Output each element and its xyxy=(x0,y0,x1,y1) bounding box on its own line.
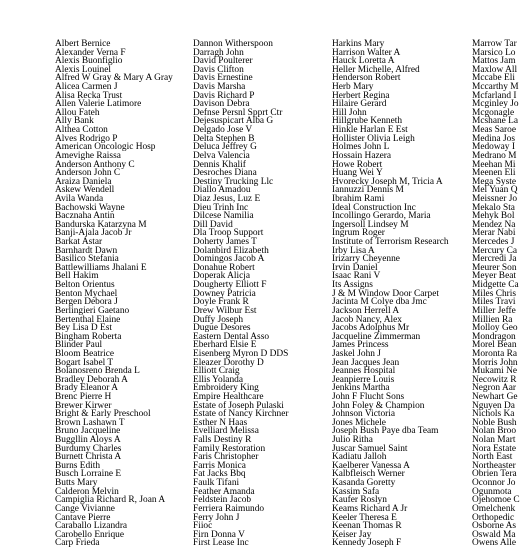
name-entry: First Lease Inc xyxy=(193,538,249,548)
name-entry: Alexander Verna F xyxy=(55,47,126,58)
name-entry: Burns Edith xyxy=(55,460,101,471)
name-entry: Harrison Walter A xyxy=(332,47,401,58)
name-entry: Askew Wendell xyxy=(55,185,115,196)
name-entry: Molloy Geo xyxy=(472,323,518,334)
name-entry: Brewer Kirwer xyxy=(55,400,112,411)
name-entry: Diallo Amadou xyxy=(193,185,251,196)
name-entry: Bright & Early Preschool xyxy=(55,409,151,420)
name-entry: Campiglia Richard R, Joan A xyxy=(55,495,166,506)
name-entry: Mccarthy M xyxy=(472,82,519,93)
name-entry: Hillgrube Kenneth xyxy=(332,116,403,127)
name-entry: Bloom Beatrice xyxy=(55,348,115,359)
name-entry: Dieu Trinh Inc xyxy=(193,202,249,213)
name-entry: Miles Chris xyxy=(472,288,517,299)
name-entry: Ingrum Roger xyxy=(332,228,385,239)
name-entry: Owens Alle xyxy=(472,538,517,548)
name-entry: Downey Patricia xyxy=(193,288,256,299)
name-entry: Berlingieri Gaetano xyxy=(55,305,130,316)
name-column-2 xyxy=(193,40,289,548)
name-column-3 xyxy=(332,40,449,548)
name-entry: Alfred W Gray & Mary A Gray xyxy=(55,73,173,84)
name-entry: Mendez Na xyxy=(472,219,516,230)
name-entry: Anderson John C xyxy=(55,168,121,179)
name-entry: Northeaster xyxy=(472,460,516,471)
name-entry: Amevighe Raissa xyxy=(55,150,121,161)
name-entry: Isaac Rani V xyxy=(332,271,381,282)
name-entry: Dougherty Elliott F xyxy=(193,280,267,291)
name-entry: Irvin Daniel xyxy=(332,262,378,273)
name-entry: Darragh John xyxy=(193,47,244,58)
name-entry: Allou Fateh xyxy=(55,107,100,118)
name-entry: Nolan Mart xyxy=(472,435,516,446)
name-entry: Bey Lisa D Est xyxy=(55,323,113,334)
name-entry: Osborne As xyxy=(472,521,517,532)
name-entry: Duffy Joseph xyxy=(193,314,244,325)
name-entry: Caraballo Lizandra xyxy=(55,521,128,532)
name-entry: Irizarry Cheyenne xyxy=(332,254,400,265)
name-entry: Kadiatu Jalloh xyxy=(332,452,387,463)
name-entry: Esther N Haas xyxy=(193,417,248,428)
name-entry: Dolanbird Elizabeth xyxy=(193,245,269,256)
name-entry: Hossain Hazera xyxy=(332,150,392,161)
name-entry: Keams Richard A Jr xyxy=(332,503,408,514)
name-entry: Jaskel John J xyxy=(332,348,381,359)
name-entry: Midgette Ca xyxy=(472,280,519,291)
name-entry: Hill John xyxy=(332,107,367,118)
name-entry: Davison Debra xyxy=(193,99,250,110)
name-entry: Mcshane La xyxy=(472,116,519,127)
name-entry: Fiioc xyxy=(193,521,213,532)
name-entry: Alexis Louinel xyxy=(55,64,111,75)
name-entry: Miles Travi xyxy=(472,297,516,308)
name-entry: Mcginley Jo xyxy=(472,99,519,110)
name-entry: Calderon Melvin xyxy=(55,486,119,497)
name-entry: Ally Bank xyxy=(55,116,94,127)
name-entry: Iannuzzi Dennis M xyxy=(332,185,404,196)
name-entry: Hvorecky Joseph M, Tricia A xyxy=(332,176,443,187)
name-entry: Mcgonagle xyxy=(472,107,515,118)
name-entry: Juscar Samuel Saint xyxy=(332,443,408,454)
name-entry: Doyle Frank R xyxy=(193,297,249,308)
name-entry: Cange Vivianne xyxy=(55,503,115,514)
name-entry: Farris Monica xyxy=(193,460,246,471)
name-entry: Kalbfleisch Werner xyxy=(332,469,405,480)
name-entry: Basilico Stefania xyxy=(55,254,119,265)
name-entry: Blinder Paul xyxy=(55,340,103,351)
name-entry: Mercury Ca xyxy=(472,245,518,256)
name-entry: Allen Valerie Latimore xyxy=(55,99,142,110)
name-entry: Jeanpierre Louis xyxy=(332,374,395,385)
name-entry: Dennis Khalif xyxy=(193,159,246,170)
name-entry: Nguyen Da xyxy=(472,400,515,411)
name-entry: Medoway I xyxy=(472,142,515,153)
name-entry: Eberhard Elsie E xyxy=(193,340,257,351)
name-entry: Marrow Tar xyxy=(472,39,517,49)
name-entry: Mehyk Bol xyxy=(472,211,515,222)
name-entry: Bradley Deborah A xyxy=(55,374,128,385)
name-entry: David Poulterer xyxy=(193,56,253,67)
name-entry: Elliott Craig xyxy=(193,366,240,377)
name-entry: Firn Donna V xyxy=(193,529,245,540)
name-entry: Keenan Thomas R xyxy=(332,521,402,532)
name-entry: Meissner Jo xyxy=(472,193,518,204)
name-entry: Heller Michelle, Alfred xyxy=(332,64,420,75)
name-entry: Estate of Joseph Pulaski xyxy=(193,400,284,411)
name-entry: Meyer Beat xyxy=(472,271,516,282)
name-entry: Obrien Tera xyxy=(472,469,517,480)
name-entry: Negron Aar xyxy=(472,383,516,394)
name-entry: Mercredi Ja xyxy=(472,254,517,265)
name-entry: Jacqueline Zimmerman xyxy=(332,331,421,342)
name-entry: Kassim Safa xyxy=(332,486,380,497)
name-column-4 xyxy=(472,40,520,548)
name-entry: Newhart Ge xyxy=(472,391,518,402)
name-entry: Harkins Mary xyxy=(332,39,385,49)
name-entry: Faris Christopher xyxy=(193,452,259,463)
name-entry: Huang Wei Y xyxy=(332,168,383,179)
name-entry: Althea Cotton xyxy=(55,125,108,136)
name-entry: Mattos Jam xyxy=(472,56,516,67)
name-entry: Meenen Eli xyxy=(472,168,516,179)
name-entry: Ogunmota xyxy=(472,486,512,497)
name-entry: Destiny Trucking Llc xyxy=(193,176,274,187)
name-entry: Dugue Desores xyxy=(193,323,251,334)
name-entry: Brown Lashawn T xyxy=(55,417,125,428)
name-entry: James Princess xyxy=(332,340,389,351)
name-entry: Jacob Nancy, Alex xyxy=(332,314,402,325)
name-entry: Jacobs Adolphus Mr xyxy=(332,323,410,334)
name-entry: Burnett Christa A xyxy=(55,452,122,463)
name-entry: Keeler Theresa E xyxy=(332,512,397,523)
name-entry: Doperak Alicja xyxy=(193,271,251,282)
name-entry: Family Restoration xyxy=(193,443,266,454)
name-entry: Meas Saroe xyxy=(472,125,516,136)
name-entry: Eastern Dental Asso xyxy=(193,331,270,342)
name-entry: Ellis Yolanda xyxy=(193,374,244,385)
name-entry: Mekalo Sta xyxy=(472,202,515,213)
name-entry: Bandurska Katarzyna M xyxy=(55,219,147,230)
name-entry: Mel Yuan Q xyxy=(472,185,518,196)
name-entry: Donahue Robert xyxy=(193,262,255,273)
name-entry: Holmes John L xyxy=(332,142,390,153)
name-entry: Medrano M xyxy=(472,150,517,161)
name-entry: American Oncologic Hosp xyxy=(55,142,156,153)
name-entry: Alves Rodrigo P xyxy=(55,133,118,144)
name-entry: Albert Bernice xyxy=(55,39,111,49)
name-entry: Benton Mychael xyxy=(55,288,118,299)
name-entry: Desroches Diana xyxy=(193,168,257,179)
name-entry: Bachowski Wayne xyxy=(55,202,125,213)
name-entry: Mukami Ne xyxy=(472,366,518,377)
name-entry: Nichols Ka xyxy=(472,409,515,420)
name-entry: Falls Destiny R xyxy=(193,435,252,446)
name-entry: Merar Nabi xyxy=(472,228,516,239)
name-entry: North East xyxy=(472,452,513,463)
name-entry: Mcfarland I xyxy=(472,90,517,101)
name-entry: Hauck Loretta A xyxy=(332,56,395,67)
name-column-1 xyxy=(55,40,173,548)
name-entry: Irby Lisa A xyxy=(332,245,375,256)
name-entry: Mercedes J xyxy=(472,237,515,248)
name-entry: Bell Hakim xyxy=(55,271,99,282)
name-entry: Kennedy Joseph F xyxy=(332,538,402,548)
name-entry: Herb Mary xyxy=(332,82,374,93)
name-entry: Estate of Nancy Kirchner xyxy=(193,409,289,420)
name-entry: Hollister Olivia Leigh xyxy=(332,133,415,144)
name-entry: Belton Orientus xyxy=(55,280,115,291)
name-entry: Bertenthal Elaine xyxy=(55,314,121,325)
name-entry: Bruno Jacqueline xyxy=(55,426,121,437)
name-entry: Joseph Bush Paye dba Team xyxy=(332,426,439,437)
name-entry: Bergen Debora J xyxy=(55,297,118,308)
name-entry: Ferriera Raimundo xyxy=(193,503,265,514)
name-entry: Necowitz R xyxy=(472,374,517,385)
name-entry: Carp Frieda xyxy=(55,538,100,548)
name-entry: Empire Healthcare xyxy=(193,391,264,402)
name-entry: Alisa Recka Trust xyxy=(55,90,123,101)
name-entry: Bogart Isabel T xyxy=(55,357,114,368)
name-entry: Ojehomoe C xyxy=(472,495,520,506)
name-entry: Incollingo Gerardo, Maria xyxy=(332,211,431,222)
name-entry: Jones Michele xyxy=(332,417,386,428)
name-entry: Dla Troop Support xyxy=(193,228,264,239)
name-entry: Drew Wilbur Est xyxy=(193,305,257,316)
name-entry: Eleazer Dorothy D xyxy=(193,357,264,368)
name-entry: Barnhardt Dawn xyxy=(55,245,118,256)
name-entry: Nolan Broo xyxy=(472,426,517,437)
name-entry: Araiza Daniela xyxy=(55,176,112,187)
name-entry: Ideal Construction Inc xyxy=(332,202,416,213)
name-entry: Anderson Anthony C xyxy=(55,159,135,170)
name-entry: Butts Mary xyxy=(55,478,98,489)
name-entry: Feather Amanda xyxy=(193,486,255,497)
name-entry: Fat Jacks Bbq xyxy=(193,469,246,480)
name-entry: Millien Ra xyxy=(472,314,513,325)
name-entry: Bacznaha Antin xyxy=(55,211,115,222)
name-entry: Busch Lorraine E xyxy=(55,469,122,480)
name-entry: Embroidery King xyxy=(193,383,259,394)
name-entry: Mega Syste xyxy=(472,176,517,187)
name-entry: Herbert Regina xyxy=(332,90,390,101)
name-entry: Cantave Pierre xyxy=(55,512,111,523)
name-entry: Henderson Robert xyxy=(332,73,401,84)
name-entry: Jeannes Hospital xyxy=(332,366,396,377)
name-entry: Nora Estate xyxy=(472,443,516,454)
name-entry: Defnse Persnl Spprt Ctr xyxy=(193,107,283,118)
name-entry: Burdumy Charles xyxy=(55,443,122,454)
name-entry: J & M Window Door Carpet xyxy=(332,288,439,299)
name-entry: Orthopedic xyxy=(472,512,515,523)
name-entry: Kaelberer Vanessa A xyxy=(332,460,410,471)
name-entry: John Foley & Champion xyxy=(332,400,425,411)
name-entry: Hilaire Gerard xyxy=(332,99,387,110)
name-entry: Davis Richard P xyxy=(193,90,255,101)
name-entry: Deluca Jeffrey G xyxy=(193,142,257,153)
name-entry: Delgado Jose V xyxy=(193,125,253,136)
name-entry: Alexis Buonfiglio xyxy=(55,56,123,67)
name-entry: Dejesuspicart Alba G xyxy=(193,116,274,127)
name-entry: Its Assigns xyxy=(332,280,373,291)
name-entry: Meehan Mi xyxy=(472,159,516,170)
name-entry: Brady Eleanor A xyxy=(55,383,119,394)
name-entry: Evelliard Melissa xyxy=(193,426,259,437)
name-entry: Faulk Tifani xyxy=(193,478,240,489)
name-entry: Medina Jos xyxy=(472,133,515,144)
name-entry: Noble Bush xyxy=(472,417,517,428)
name-entry: Doherty James T xyxy=(193,237,257,248)
name-entry: Davis Clifton xyxy=(193,64,244,75)
name-entry: Ingersoll Lindsey M xyxy=(332,219,409,230)
name-entry: Julio Ritha xyxy=(332,435,373,446)
name-entry: Jean Jacques Jean xyxy=(332,357,400,368)
name-entry: Delva Valencia xyxy=(193,150,250,161)
name-entry: Diaz Jesus, Luz E xyxy=(193,193,261,204)
name-entry: Avila Wanda xyxy=(55,193,104,204)
name-entry: Bolanosreno Brenda L xyxy=(55,366,140,377)
name-entry: Ferry John J xyxy=(193,512,240,523)
name-entry: Domingos Jacob A xyxy=(193,254,265,265)
name-entry: Dannon Witherspoon xyxy=(193,39,273,49)
name-entry: Maxlow All xyxy=(472,64,518,75)
name-entry: Morris John xyxy=(472,357,518,368)
name-entry: Jacinta M Colye dba Jmc xyxy=(332,297,427,308)
name-entry: Carobello Enrique xyxy=(55,529,124,540)
name-entry: Marsico Lo xyxy=(472,47,516,58)
name-entry: Keiser Jay xyxy=(332,529,372,540)
name-entry: Oconnor Jo xyxy=(472,478,516,489)
name-entry: Banji-Ajala Jacob Jr xyxy=(55,228,132,239)
name-entry: Miller Jeffe xyxy=(472,305,516,316)
name-entry: Dilcese Namilia xyxy=(193,211,254,222)
name-entry: Ibrahim Rami xyxy=(332,193,385,204)
name-entry: Morel Bean xyxy=(472,340,517,351)
name-entry: Delta Stephen B xyxy=(193,133,255,144)
name-entry: Oswald Ma xyxy=(472,529,516,540)
name-entry: Jackson Herrell A xyxy=(332,305,400,316)
name-entry: Brenc Pierre H xyxy=(55,391,112,402)
name-entry: Eisenberg Myron D DDS xyxy=(193,348,289,359)
name-entry: John F Flucht Sons xyxy=(332,391,405,402)
name-entry: Kaufer Roslyn xyxy=(332,495,387,506)
name-entry: Meurer Son xyxy=(472,262,517,273)
name-entry: Jenkins Martha xyxy=(332,383,390,394)
name-entry: Barkat Astar xyxy=(55,237,103,248)
name-entry: Moronta Ra xyxy=(472,348,518,359)
name-entry: Feldstein Jacob xyxy=(193,495,252,506)
name-entry: Mccabe Eli xyxy=(472,73,515,84)
name-entry: Dill David xyxy=(193,219,233,230)
name-entry: Johnson Victoria xyxy=(332,409,396,420)
name-entry: Bingham Roberta xyxy=(55,331,122,342)
name-entry: Davis Ernestine xyxy=(193,73,253,84)
name-entry: Buggllin Aloys A xyxy=(55,435,121,446)
name-entry: Omelchenk xyxy=(472,503,516,514)
name-entry: Howe Robert xyxy=(332,159,383,170)
name-entry: Davis Marsha xyxy=(193,82,246,93)
name-entry: Mondragon xyxy=(472,331,516,342)
name-entry: Alicea Carmen J xyxy=(55,82,118,93)
name-entry: Hinkle Harlan E Est xyxy=(332,125,408,136)
name-entry: Institute of Terrorism Research xyxy=(332,237,449,248)
name-entry: Battlewilliams Jhalani E xyxy=(55,262,147,273)
name-entry: Kasanda Goretty xyxy=(332,478,396,489)
